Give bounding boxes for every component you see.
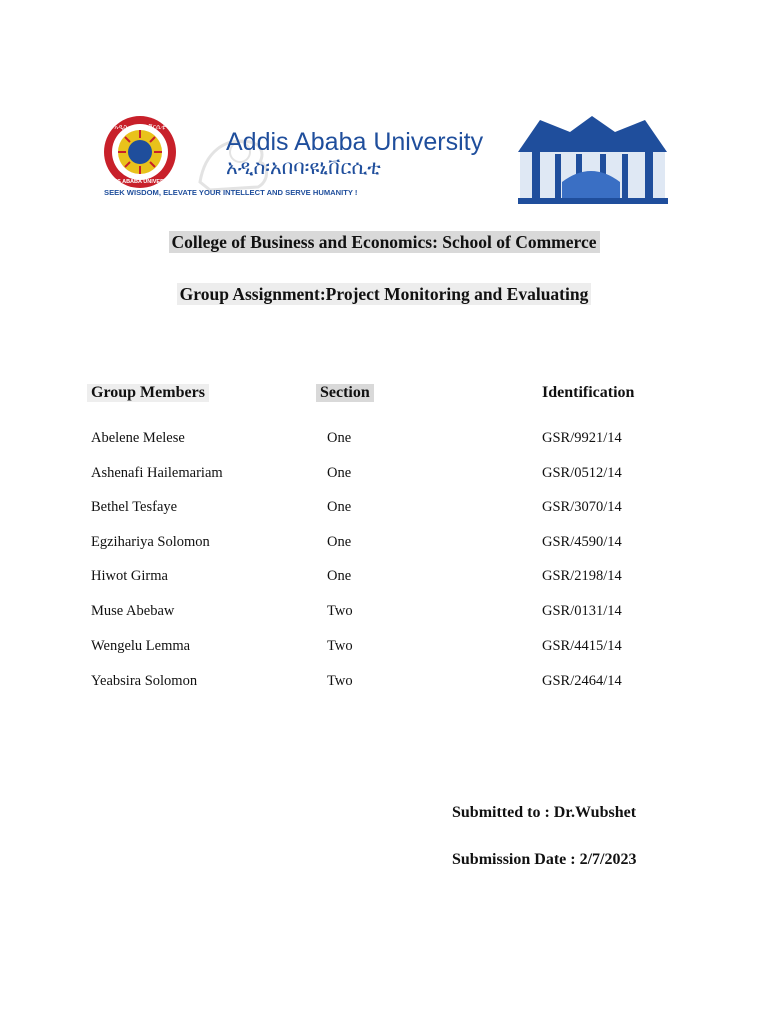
member-section: One: [327, 430, 352, 446]
member-name: Wengelu Lemma: [91, 638, 191, 654]
member-section: Two: [327, 603, 353, 619]
university-banner: [100, 112, 670, 208]
member-id: GSR/0131/14: [542, 603, 622, 619]
college-title: [0, 232, 768, 253]
table-row: [0, 568, 768, 588]
table-row: [0, 673, 768, 693]
table-row: [0, 465, 768, 485]
table-row: [0, 638, 768, 658]
member-section: Two: [327, 638, 353, 654]
member-name: Muse Abebaw: [91, 603, 175, 619]
member-name: Bethel Tesfaye: [91, 499, 178, 515]
column-header-members: Group Members: [87, 384, 209, 402]
table-row: [0, 430, 768, 450]
submission-date: Submission Date : 2/7/2023: [452, 851, 637, 868]
member-section: One: [327, 499, 352, 515]
member-section: One: [327, 568, 352, 584]
column-header-section: Section: [316, 384, 374, 402]
table-row: [0, 603, 768, 623]
member-section: Two: [327, 673, 353, 689]
member-name: Egzihariya Solomon: [91, 534, 210, 550]
submitted-to: Submitted to : Dr.Wubshet: [452, 804, 637, 821]
table-row: [0, 499, 768, 519]
seal-text-top: አዲስ አበባ ዩኒቨርሲቲ: [114, 123, 166, 131]
assignment-title: [0, 284, 768, 305]
member-id: GSR/0512/14: [542, 465, 622, 481]
university-name-amharic: አዲስ፡አበባ፡ዩኒቨርሲቲ: [226, 155, 381, 179]
member-name: Yeabsira Solomon: [91, 673, 198, 689]
member-id: GSR/4415/14: [542, 638, 622, 654]
member-name: Hiwot Girma: [91, 568, 168, 584]
table-row: [0, 534, 768, 554]
column-header-identification: Identification: [542, 384, 635, 401]
member-id: GSR/2464/14: [542, 673, 622, 689]
member-id: GSR/4590/14: [542, 534, 622, 550]
member-name: Ashenafi Hailemariam: [91, 465, 223, 481]
member-id: GSR/3070/14: [542, 499, 622, 515]
assignment-title-text: Group Assignment:Project Monitoring and Evaluating: [177, 283, 592, 305]
university-motto: SEEK WISDOM, ELEVATE YOUR INTELLECT AND SERVE HUMANITY !: [104, 188, 358, 197]
member-section: One: [327, 534, 352, 550]
university-name: Addis Ababa University: [226, 128, 484, 156]
member-name: Abelene Melese: [91, 430, 185, 446]
university-building-icon: [518, 116, 668, 204]
member-id: GSR/2198/14: [542, 568, 622, 584]
banner-graphic: [100, 112, 670, 208]
college-title-text: College of Business and Economics: School of Commerce: [169, 231, 600, 253]
member-id: GSR/9921/14: [542, 430, 622, 446]
member-section: One: [327, 465, 352, 481]
seal-text-bottom: ADDIS ABABA UNIVERSITY: [103, 179, 177, 185]
